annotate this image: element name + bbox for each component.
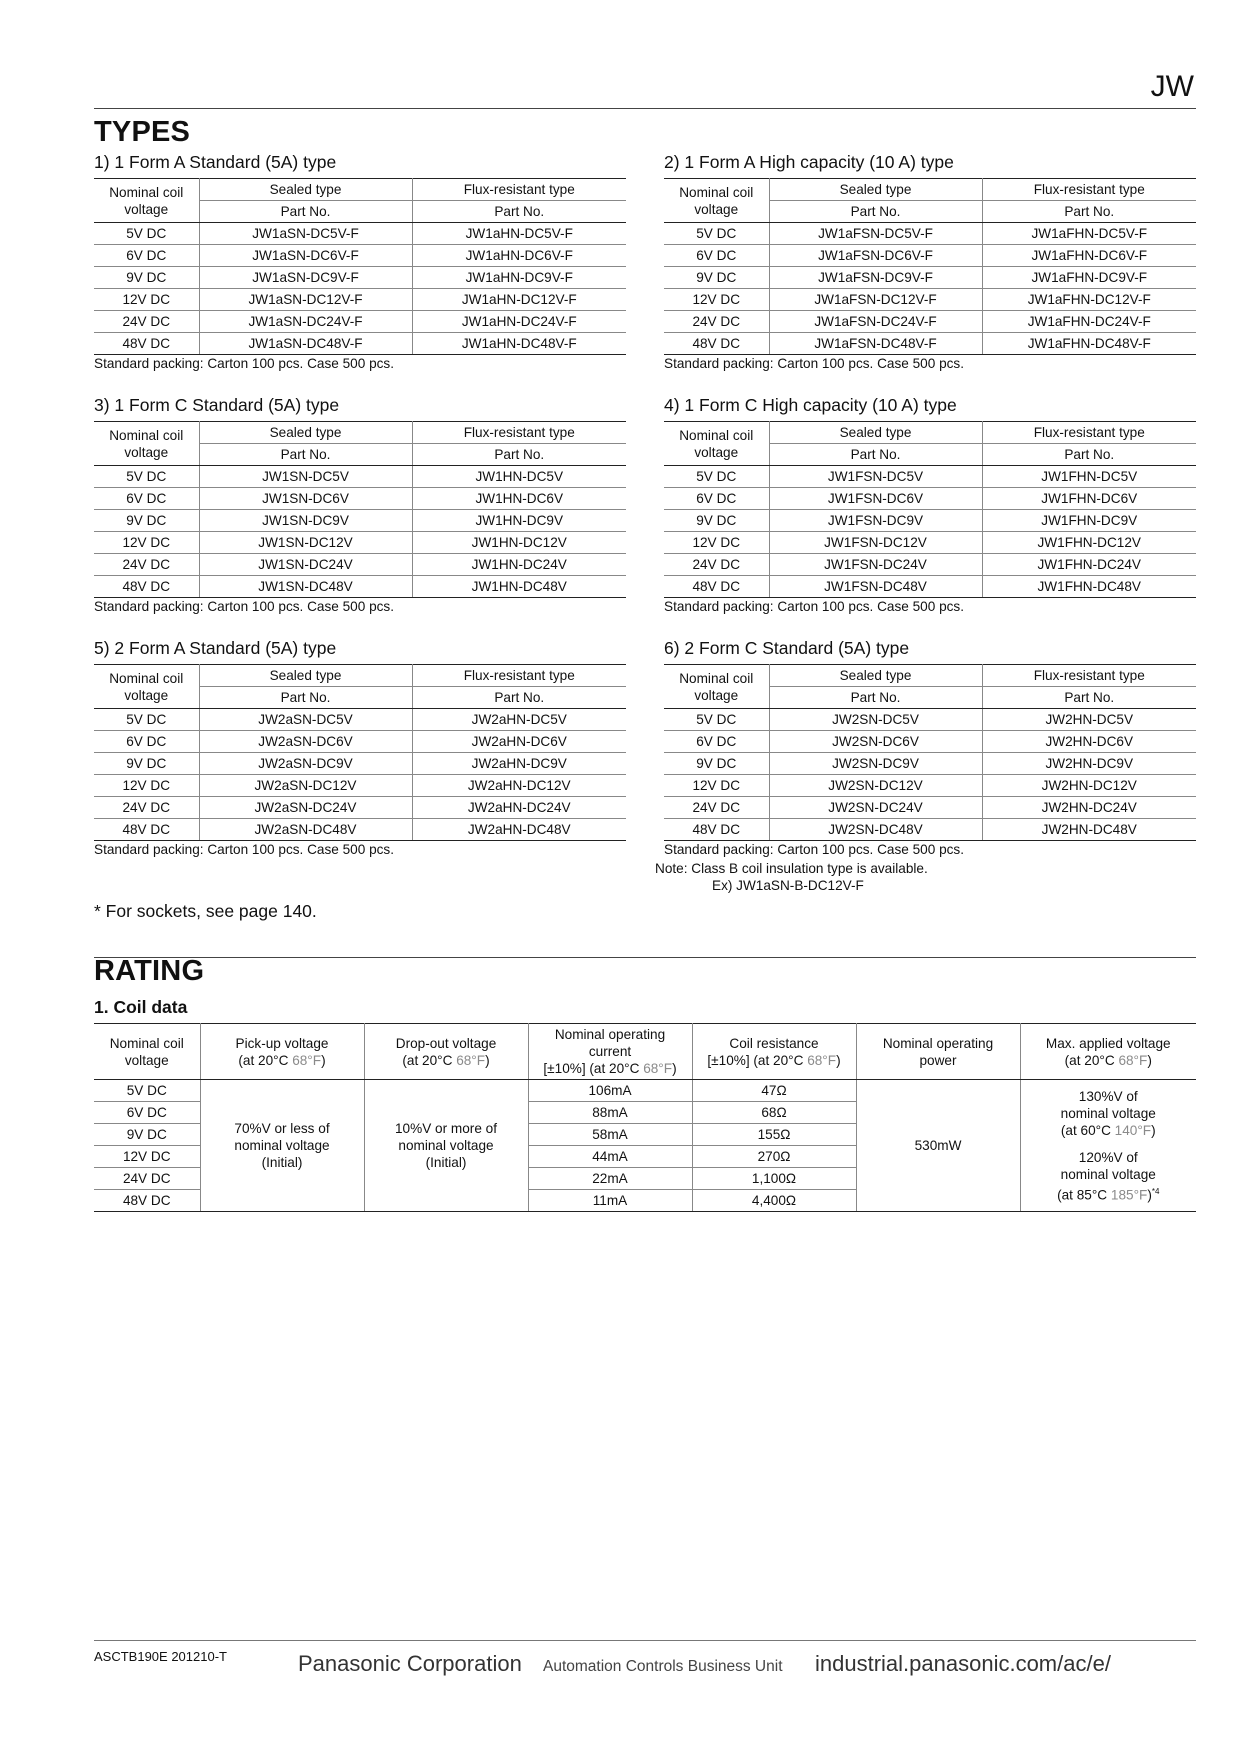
coil-voltage-cell: 24V DC xyxy=(664,311,769,333)
sealed-part-no-cell: JW1aFSN-DC5V-F xyxy=(769,223,982,245)
sealed-part-no-cell: JW2aSN-DC6V xyxy=(199,731,412,753)
sealed-part-no-cell: JW1aFSN-DC12V-F xyxy=(769,289,982,311)
flux-part-no-cell: JW1HN-DC24V xyxy=(412,554,626,576)
coil-voltage-cell: 5V DC xyxy=(664,223,769,245)
flux-resistant-type-header: Flux-resistant type xyxy=(982,665,1196,687)
type-row xyxy=(664,289,1196,311)
part-no-header: Part No. xyxy=(982,444,1196,466)
dropout-voltage-header: Drop-out voltage (at 20°C 68°F) xyxy=(364,1024,528,1080)
max-applied-voltage-header: Max. applied voltage (at 20°C 68°F) xyxy=(1020,1024,1196,1080)
operating-power-cell: 530mW xyxy=(856,1080,1020,1212)
part-no-header: Part No. xyxy=(199,201,412,223)
type-table xyxy=(94,178,626,355)
coil-voltage-cell: 5V DC xyxy=(664,709,769,731)
standard-packing-note: Standard packing: Carton 100 pcs. Case 500 pcs. xyxy=(664,356,964,371)
part-no-header: Part No. xyxy=(769,687,982,709)
sealed-part-no-cell: JW1SN-DC12V xyxy=(199,532,412,554)
sealed-part-no-cell: JW1aSN-DC6V-F xyxy=(199,245,412,267)
flux-part-no-cell: JW1FHN-DC9V xyxy=(982,510,1196,532)
type-row xyxy=(94,245,626,267)
type-table xyxy=(664,664,1196,841)
flux-part-no-cell: JW2aHN-DC6V xyxy=(412,731,626,753)
coil-data-table xyxy=(94,1023,1196,1212)
sealed-part-no-cell: JW2SN-DC5V xyxy=(769,709,982,731)
coil-resistance-header: Coil resistance [±10%] (at 20°C 68°F) xyxy=(692,1024,856,1080)
flux-part-no-cell: JW1aFHN-DC9V-F xyxy=(982,267,1196,289)
sealed-part-no-cell: JW1SN-DC48V xyxy=(199,576,412,598)
corporation-name: Panasonic Corporation xyxy=(298,1651,522,1676)
type-row xyxy=(664,819,1196,841)
coil-voltage-cell: 9V DC xyxy=(664,267,769,289)
coil-voltage-cell: 24V DC xyxy=(664,797,769,819)
coil-voltage-cell: 6V DC xyxy=(94,731,199,753)
coil-voltage-cell: 12V DC xyxy=(664,532,769,554)
flux-part-no-cell: JW1HN-DC9V xyxy=(412,510,626,532)
sealed-type-header: Sealed type xyxy=(199,665,412,687)
coil-row xyxy=(94,1080,1196,1102)
coil-voltage-cell: 5V DC xyxy=(664,466,769,488)
sealed-part-no-cell: JW2SN-DC24V xyxy=(769,797,982,819)
coil-voltage-cell: 6V DC xyxy=(664,245,769,267)
flux-part-no-cell: JW2aHN-DC9V xyxy=(412,753,626,775)
flux-part-no-cell: JW2aHN-DC24V xyxy=(412,797,626,819)
operating-power-header: Nominal operating power xyxy=(856,1024,1020,1080)
coil-voltage-cell: 5V DC xyxy=(94,223,199,245)
sealed-type-header: Sealed type xyxy=(769,422,982,444)
sockets-note: * For sockets, see page 140. xyxy=(94,901,317,921)
coil-voltage-cell: 5V DC xyxy=(94,709,199,731)
type-table xyxy=(664,421,1196,598)
flux-part-no-cell: JW1aHN-DC5V-F xyxy=(412,223,626,245)
sealed-type-header: Sealed type xyxy=(769,665,982,687)
type-table-title: 3) 1 Form C Standard (5A) type xyxy=(94,395,340,415)
part-no-header: Part No. xyxy=(199,687,412,709)
coil-resistance-cell: 47Ω xyxy=(692,1080,856,1102)
operating-current-cell: 44mA xyxy=(528,1146,692,1168)
sealed-part-no-cell: JW1FSN-DC5V xyxy=(769,466,982,488)
sealed-part-no-cell: JW1aSN-DC48V-F xyxy=(199,333,412,355)
coil-voltage-cell: 12V DC xyxy=(94,775,199,797)
flux-part-no-cell: JW2aHN-DC48V xyxy=(412,819,626,841)
flux-part-no-cell: JW1FHN-DC5V xyxy=(982,466,1196,488)
flux-part-no-cell: JW1aFHN-DC6V-F xyxy=(982,245,1196,267)
type-row xyxy=(94,223,626,245)
flux-resistant-type-header: Flux-resistant type xyxy=(412,422,626,444)
rating-heading: RATING xyxy=(94,955,205,987)
part-no-header: Part No. xyxy=(199,444,412,466)
coil-voltage-cell: 6V DC xyxy=(94,245,199,267)
coil-voltage-header: Nominal coil voltage xyxy=(94,1024,200,1080)
type-row xyxy=(94,488,626,510)
coil-voltage-cell: 12V DC xyxy=(94,532,199,554)
part-no-header: Part No. xyxy=(412,687,626,709)
type-row xyxy=(94,731,626,753)
flux-part-no-cell: JW1aFHN-DC24V-F xyxy=(982,311,1196,333)
page-tag: JW xyxy=(1150,70,1194,103)
flux-resistant-type-header: Flux-resistant type xyxy=(412,179,626,201)
coil-resistance-cell: 155Ω xyxy=(692,1124,856,1146)
flux-part-no-cell: JW1HN-DC48V xyxy=(412,576,626,598)
part-no-header: Part No. xyxy=(769,201,982,223)
sealed-part-no-cell: JW1aFSN-DC24V-F xyxy=(769,311,982,333)
sealed-part-no-cell: JW2aSN-DC5V xyxy=(199,709,412,731)
coil-voltage-cell: 48V DC xyxy=(94,576,199,598)
sealed-type-header: Sealed type xyxy=(199,422,412,444)
coil-voltage-cell: 24V DC xyxy=(94,797,199,819)
coil-voltage-cell: 6V DC xyxy=(664,488,769,510)
nominal-coil-voltage-header: Nominal coil voltage xyxy=(664,665,769,709)
sealed-part-no-cell: JW1aFSN-DC6V-F xyxy=(769,245,982,267)
flux-part-no-cell: JW1aFHN-DC12V-F xyxy=(982,289,1196,311)
type-row xyxy=(94,709,626,731)
coil-voltage-cell: 9V DC xyxy=(94,510,199,532)
type-row xyxy=(664,532,1196,554)
type-row xyxy=(94,510,626,532)
part-no-header: Part No. xyxy=(769,444,982,466)
type-table xyxy=(94,421,626,598)
flux-part-no-cell: JW1FHN-DC24V xyxy=(982,554,1196,576)
max-applied-voltage-cell: 130%V of nominal voltage (at 60°C 140°F) 120%V of nominal voltage (at 85°C 185°F)$^{*4}$ xyxy=(1020,1080,1196,1212)
coil-resistance-cell: 68Ω xyxy=(692,1102,856,1124)
sealed-part-no-cell: JW2aSN-DC24V xyxy=(199,797,412,819)
coil-voltage-cell: 5V DC xyxy=(94,1080,200,1102)
type-row xyxy=(664,466,1196,488)
coil-voltage-cell: 12V DC xyxy=(94,1146,200,1168)
sealed-part-no-cell: JW2aSN-DC48V xyxy=(199,819,412,841)
flux-part-no-cell: JW2HN-DC5V xyxy=(982,709,1196,731)
flux-part-no-cell: JW1aHN-DC24V-F xyxy=(412,311,626,333)
flux-part-no-cell: JW1FHN-DC6V xyxy=(982,488,1196,510)
sealed-type-header: Sealed type xyxy=(769,179,982,201)
coil-voltage-cell: 24V DC xyxy=(94,554,199,576)
part-no-header: Part No. xyxy=(982,687,1196,709)
top-divider xyxy=(94,108,1196,109)
type-row xyxy=(94,532,626,554)
flux-part-no-cell: JW2aHN-DC5V xyxy=(412,709,626,731)
type-row xyxy=(664,554,1196,576)
nominal-coil-voltage-header: Nominal coil voltage xyxy=(94,179,199,223)
coil-voltage-cell: 48V DC xyxy=(94,1190,200,1212)
standard-packing-note: Standard packing: Carton 100 pcs. Case 500 pcs. xyxy=(94,842,394,857)
coil-voltage-cell: 48V DC xyxy=(94,819,199,841)
operating-current-cell: 88mA xyxy=(528,1102,692,1124)
operating-current-cell: 11mA xyxy=(528,1190,692,1212)
nominal-coil-voltage-header: Nominal coil voltage xyxy=(94,665,199,709)
type-row xyxy=(94,576,626,598)
type-table-title: 6) 2 Form C Standard (5A) type xyxy=(664,638,910,658)
sealed-part-no-cell: JW1aFSN-DC48V-F xyxy=(769,333,982,355)
type-table xyxy=(94,664,626,841)
flux-part-no-cell: JW2HN-DC6V xyxy=(982,731,1196,753)
sealed-part-no-cell: JW1SN-DC24V xyxy=(199,554,412,576)
coil-voltage-cell: 48V DC xyxy=(94,333,199,355)
type-table xyxy=(664,178,1196,355)
flux-part-no-cell: JW1HN-DC12V xyxy=(412,532,626,554)
coil-voltage-cell: 48V DC xyxy=(664,576,769,598)
type-row xyxy=(664,311,1196,333)
part-no-header: Part No. xyxy=(982,201,1196,223)
part-no-header: Part No. xyxy=(412,444,626,466)
type-row xyxy=(664,797,1196,819)
flux-part-no-cell: JW2HN-DC9V xyxy=(982,753,1196,775)
standard-packing-note: Standard packing: Carton 100 pcs. Case 500 pcs. xyxy=(94,599,394,614)
flux-part-no-cell: JW1aFHN-DC48V-F xyxy=(982,333,1196,355)
standard-packing-note: Standard packing: Carton 100 pcs. Case 500 pcs. xyxy=(94,356,394,371)
coil-voltage-cell: 24V DC xyxy=(94,1168,200,1190)
operating-current-cell: 22mA xyxy=(528,1168,692,1190)
sealed-type-header: Sealed type xyxy=(199,179,412,201)
sealed-part-no-cell: JW2SN-DC6V xyxy=(769,731,982,753)
part-no-header: Part No. xyxy=(412,201,626,223)
sealed-part-no-cell: JW2SN-DC12V xyxy=(769,775,982,797)
type-row xyxy=(664,510,1196,532)
type-row xyxy=(664,223,1196,245)
type-row xyxy=(94,819,626,841)
coil-voltage-cell: 9V DC xyxy=(664,753,769,775)
flux-part-no-cell: JW1aFHN-DC5V-F xyxy=(982,223,1196,245)
flux-resistant-type-header: Flux-resistant type xyxy=(412,665,626,687)
coil-voltage-cell: 9V DC xyxy=(94,267,199,289)
operating-current-cell: 58mA xyxy=(528,1124,692,1146)
type-row xyxy=(94,311,626,333)
coil-voltage-cell: 12V DC xyxy=(94,289,199,311)
type-row xyxy=(664,775,1196,797)
sealed-part-no-cell: JW1FSN-DC24V xyxy=(769,554,982,576)
type-row xyxy=(664,576,1196,598)
type-row xyxy=(94,267,626,289)
flux-part-no-cell: JW1aHN-DC12V-F xyxy=(412,289,626,311)
coil-voltage-cell: 9V DC xyxy=(94,1124,200,1146)
sealed-part-no-cell: JW2SN-DC48V xyxy=(769,819,982,841)
type-row xyxy=(664,267,1196,289)
standard-packing-note: Standard packing: Carton 100 pcs. Case 500 pcs. xyxy=(664,599,964,614)
coil-voltage-cell: 48V DC xyxy=(664,333,769,355)
sealed-part-no-cell: JW1aSN-DC24V-F xyxy=(199,311,412,333)
nominal-coil-voltage-header: Nominal coil voltage xyxy=(94,422,199,466)
class-b-example: Ex) JW1aSN-B-DC12V-F xyxy=(712,878,864,893)
type-row xyxy=(94,289,626,311)
type-table-title: 1) 1 Form A Standard (5A) type xyxy=(94,152,337,172)
class-b-note: Note: Class B coil insulation type is available. xyxy=(655,861,928,876)
type-row xyxy=(94,466,626,488)
coil-voltage-cell: 6V DC xyxy=(94,488,199,510)
coil-voltage-cell: 48V DC xyxy=(664,819,769,841)
coil-resistance-cell: 270Ω xyxy=(692,1146,856,1168)
operating-current-cell: 106mA xyxy=(528,1080,692,1102)
coil-data-title: 1. Coil data xyxy=(94,997,188,1017)
dropout-voltage-cell: 10%V or more of nominal voltage (Initial) xyxy=(364,1080,528,1212)
coil-voltage-cell: 12V DC xyxy=(664,289,769,311)
type-row xyxy=(664,488,1196,510)
coil-resistance-cell: 4,400Ω xyxy=(692,1190,856,1212)
sealed-part-no-cell: JW1FSN-DC9V xyxy=(769,510,982,532)
type-row xyxy=(94,775,626,797)
website-url[interactable]: industrial.panasonic.com/ac/e/ xyxy=(815,1651,1111,1676)
type-table-title: 5) 2 Form A Standard (5A) type xyxy=(94,638,337,658)
type-table-title: 2) 1 Form A High capacity (10 A) type xyxy=(664,152,954,172)
flux-part-no-cell: JW1aHN-DC6V-F xyxy=(412,245,626,267)
sealed-part-no-cell: JW2aSN-DC12V xyxy=(199,775,412,797)
flux-part-no-cell: JW2HN-DC24V xyxy=(982,797,1196,819)
type-row xyxy=(664,245,1196,267)
type-row xyxy=(94,753,626,775)
pickup-voltage-header: Pick-up voltage (at 20°C 68°F) xyxy=(200,1024,364,1080)
sealed-part-no-cell: JW1aFSN-DC9V-F xyxy=(769,267,982,289)
type-row xyxy=(664,753,1196,775)
type-row xyxy=(664,333,1196,355)
standard-packing-note: Standard packing: Carton 100 pcs. Case 500 pcs. xyxy=(664,842,964,857)
footer-divider xyxy=(94,1640,1196,1641)
coil-voltage-cell: 9V DC xyxy=(94,753,199,775)
flux-part-no-cell: JW1HN-DC6V xyxy=(412,488,626,510)
section-divider xyxy=(94,957,1196,958)
nominal-coil-voltage-header: Nominal coil voltage xyxy=(664,179,769,223)
sealed-part-no-cell: JW1aSN-DC12V-F xyxy=(199,289,412,311)
sealed-part-no-cell: JW1FSN-DC48V xyxy=(769,576,982,598)
sealed-part-no-cell: JW2SN-DC9V xyxy=(769,753,982,775)
coil-voltage-cell: 24V DC xyxy=(664,554,769,576)
sealed-part-no-cell: JW1SN-DC6V xyxy=(199,488,412,510)
type-row xyxy=(94,797,626,819)
type-table-title: 4) 1 Form C High capacity (10 A) type xyxy=(664,395,957,415)
coil-resistance-cell: 1,100Ω xyxy=(692,1168,856,1190)
business-unit: Automation Controls Business Unit xyxy=(543,1658,783,1675)
type-row xyxy=(664,709,1196,731)
flux-part-no-cell: JW2HN-DC48V xyxy=(982,819,1196,841)
flux-part-no-cell: JW1FHN-DC48V xyxy=(982,576,1196,598)
sealed-part-no-cell: JW1aSN-DC5V-F xyxy=(199,223,412,245)
sealed-part-no-cell: JW1SN-DC5V xyxy=(199,466,412,488)
types-heading: TYPES xyxy=(94,116,191,148)
flux-part-no-cell: JW2HN-DC12V xyxy=(982,775,1196,797)
sealed-part-no-cell: JW1aSN-DC9V-F xyxy=(199,267,412,289)
pickup-voltage-cell: 70%V or less of nominal voltage (Initial) xyxy=(200,1080,364,1212)
flux-part-no-cell: JW1aHN-DC9V-F xyxy=(412,267,626,289)
flux-part-no-cell: JW2aHN-DC12V xyxy=(412,775,626,797)
coil-voltage-cell: 5V DC xyxy=(94,466,199,488)
flux-part-no-cell: JW1aHN-DC48V-F xyxy=(412,333,626,355)
flux-resistant-type-header: Flux-resistant type xyxy=(982,179,1196,201)
type-row xyxy=(94,554,626,576)
coil-voltage-cell: 12V DC xyxy=(664,775,769,797)
coil-voltage-cell: 6V DC xyxy=(94,1102,200,1124)
sealed-part-no-cell: JW1FSN-DC6V xyxy=(769,488,982,510)
coil-voltage-cell: 6V DC xyxy=(664,731,769,753)
coil-voltage-cell: 24V DC xyxy=(94,311,199,333)
flux-resistant-type-header: Flux-resistant type xyxy=(982,422,1196,444)
flux-part-no-cell: JW1HN-DC5V xyxy=(412,466,626,488)
sealed-part-no-cell: JW1SN-DC9V xyxy=(199,510,412,532)
sealed-part-no-cell: JW2aSN-DC9V xyxy=(199,753,412,775)
coil-header-row xyxy=(94,1024,1196,1080)
nominal-coil-voltage-header: Nominal coil voltage xyxy=(664,422,769,466)
document-code: ASCTB190E 201210-T xyxy=(94,1649,227,1664)
type-row xyxy=(664,731,1196,753)
sealed-part-no-cell: JW1FSN-DC12V xyxy=(769,532,982,554)
operating-current-header: Nominal operating current [±10%] (at 20°C 68°F) xyxy=(528,1024,692,1080)
coil-voltage-cell: 9V DC xyxy=(664,510,769,532)
flux-part-no-cell: JW1FHN-DC12V xyxy=(982,532,1196,554)
type-row xyxy=(94,333,626,355)
